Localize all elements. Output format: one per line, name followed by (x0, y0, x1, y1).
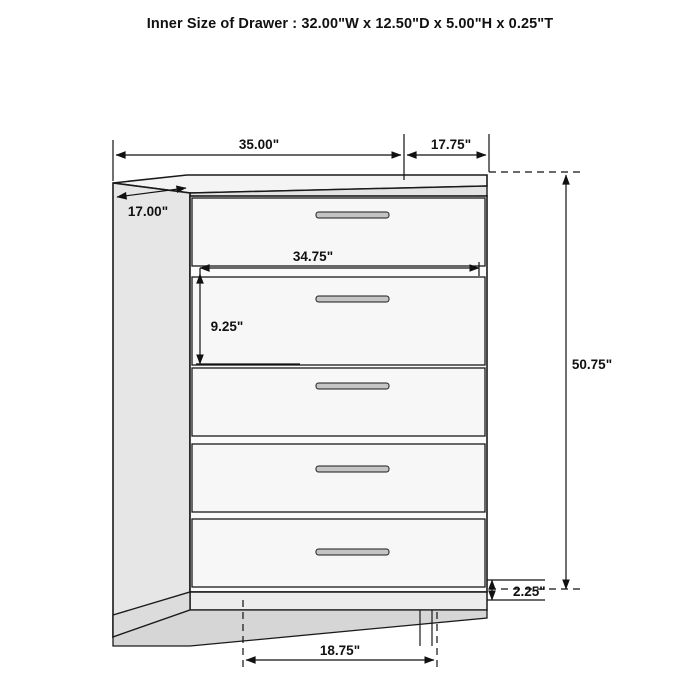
dim-label-depth-top: 17.75" (430, 137, 472, 152)
dim-label-drawer-width: 34.75" (292, 249, 334, 264)
chest-illustration (113, 175, 487, 646)
dim-label-width-front: 35.00" (238, 137, 280, 152)
drawer-front-4 (192, 444, 485, 512)
chest-side-panel (113, 183, 190, 637)
drawer-front-1 (192, 198, 485, 266)
chest-base-front (190, 592, 487, 610)
drawer-handle-2 (316, 296, 389, 302)
dim-label-depth-side: 17.00" (127, 204, 169, 219)
dim-label-leg-height: 2.25" (513, 584, 546, 599)
page-title: Inner Size of Drawer : 32.00"W x 12.50"D x 5.00"H x 0.25"T (146, 16, 554, 32)
dim-label-overall-height: 50.75" (571, 357, 613, 372)
drawer-handle-5 (316, 549, 389, 555)
drawer-handle-4 (316, 466, 389, 472)
drawer-front-3 (192, 368, 485, 436)
dim-label-leg-span: 18.75" (319, 643, 361, 658)
drawer-handle-1 (316, 212, 389, 218)
dim-label-drawer-height: 9.25" (210, 319, 244, 334)
drawer-handle-3 (316, 383, 389, 389)
